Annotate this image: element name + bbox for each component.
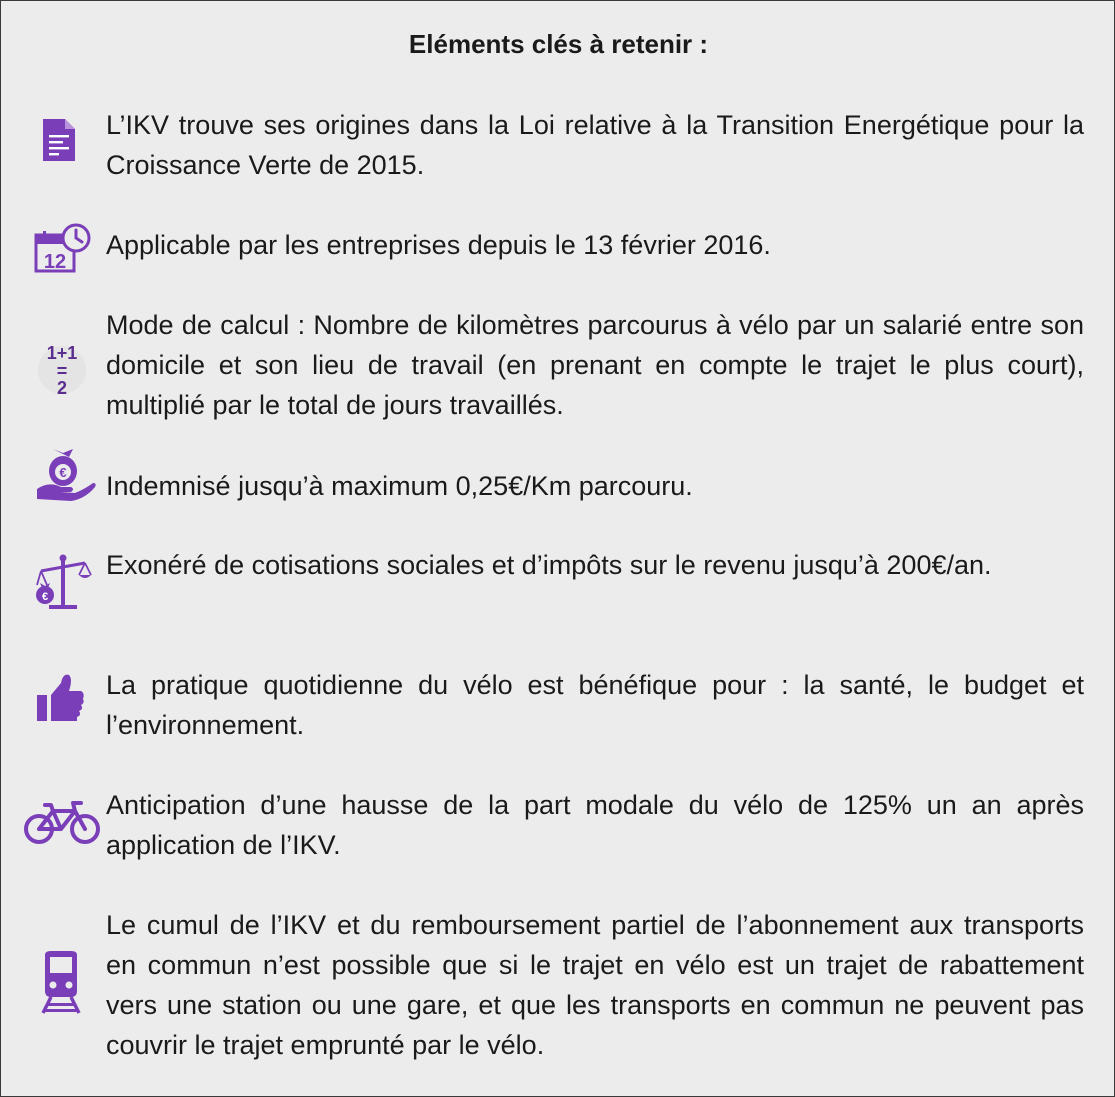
scale-euro-text: € [41,591,49,603]
key-point-text: Indemnisé jusqu’à maximum 0,25€/Km parcouru. [106,471,693,501]
key-point-text: L’IKV trouve ses origines dans la Loi relative à la Transition Energétique pour la Croissance Verte de 2015. [106,110,1084,180]
key-point-text: La pratique quotidienne du vélo est bénéfique pour : la santé, le budget et l’environnement. [106,670,1084,740]
train-icon [39,951,83,1015]
calc-top-text: 1+1 [46,343,78,363]
bicycle-icon [23,799,101,845]
panel-title: Eléments clés à retenir : [408,29,709,59]
calendar-day-text: 12 [43,251,67,273]
key-point-text: Anticipation d’une hausse de la part modale du vélo de 125% un an après application de l’IKV. [106,790,1084,860]
money-hand-icon [35,445,97,503]
scale-icon [35,553,95,611]
thumbs-up-icon [37,671,85,723]
calendar-clock-icon [34,223,92,275]
key-point-text: Applicable par les entreprises depuis le 13 février 2016. [106,230,771,260]
euro-text: € [59,465,67,480]
key-point-text: Exonéré de cotisations sociales et d’impôts sur le revenu jusqu’à 200€/an. [106,550,992,580]
key-point-text: Mode de calcul : Nombre de kilomètres parcourus à vélo par un salarié entre son domicile et son lieu de travail (en prenant en compte le trajet le plus court), multiplié par le total de jours travaillés. [106,310,1084,420]
calc-mid-text: = [56,361,68,381]
document-icon [43,119,75,161]
calc-bottom-text: 2 [56,378,68,398]
key-point-text: Le cumul de l’IKV et du remboursement partiel de l’abonnement aux transports en commun n’est possible que si le trajet en vélo est un trajet de rabattement vers une station ou une gare, et que les transports en commun ne peuvent pas couvrir le trajet emprunté par le vélo. [106,910,1084,1060]
calculation-icon [37,327,87,413]
